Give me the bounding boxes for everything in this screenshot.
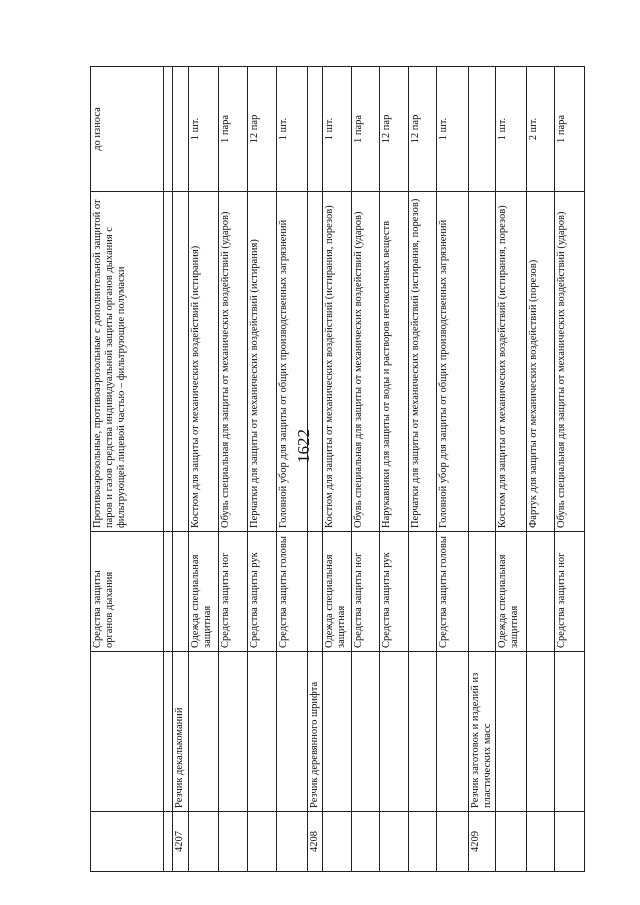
protection-category: Одежда специальная защитная <box>324 554 348 648</box>
protection-category-cell <box>173 532 188 652</box>
protection-item: Костюм для защиты от механических воздействий (истирания, порезов) <box>497 205 509 528</box>
row-number-cell <box>247 812 277 872</box>
table-row <box>307 67 322 872</box>
issue-norm: 12 пар <box>409 114 421 144</box>
table-row <box>219 67 248 872</box>
protection-item: Обувь специальная для защиты от механических воздействий (ударов) <box>220 211 232 528</box>
row-number: 4208 <box>308 831 320 852</box>
table-row <box>323 67 352 872</box>
protection-item: Противоаэрозольные, противоаэрозольные с дополнительной защитой от паров и газов средства индивидуальной защиты органов дыхания с фильтрующей лицевой частью – фильтрующие полумаски <box>92 199 127 528</box>
separator-cell <box>164 812 173 872</box>
issue-norm-cell <box>496 67 527 192</box>
protection-category-cell <box>408 532 437 652</box>
protection-item: Перчатки для защиты от механических воздействий (истирания) <box>248 239 260 528</box>
protection-category: Средства защиты головы <box>278 536 290 648</box>
issue-norm: 1 пара <box>556 114 568 144</box>
separator-cell <box>164 652 173 812</box>
protection-category-cell <box>91 532 164 652</box>
table-row <box>188 67 219 872</box>
issue-norm: 1 пара <box>220 114 232 144</box>
issue-norm: 12 пар <box>381 114 393 144</box>
profession-name: Резчик деревянного шрифта <box>308 681 320 808</box>
protection-item: Костюм для защиты от механических воздействий (истирания) <box>189 245 201 528</box>
table-row <box>408 67 437 872</box>
issue-norm-cell <box>555 67 585 192</box>
separator-cell <box>164 532 173 652</box>
rotated-page-content <box>90 67 585 872</box>
protection-category: Одежда специальная защитная <box>497 554 521 648</box>
protection-item-cell <box>526 192 555 532</box>
ppe-norms-table-area <box>90 67 585 872</box>
profession-name-cell <box>408 652 437 812</box>
protection-category-cell <box>468 532 496 652</box>
protection-item: Обувь специальная для защиты от механических воздействий (ударов) <box>352 211 364 528</box>
table-row <box>380 67 409 872</box>
row-number-cell <box>437 812 469 872</box>
protection-category-cell <box>380 532 409 652</box>
profession-name-cell <box>91 652 164 812</box>
separator-cell <box>164 67 173 192</box>
protection-category: Средства защиты органов дыхания <box>92 570 115 648</box>
profession-name-cell <box>188 652 219 812</box>
issue-norm: 1 шт. <box>278 117 290 141</box>
row-number-cell <box>526 812 555 872</box>
protection-item-cell <box>468 192 496 532</box>
row-number-cell <box>307 812 322 872</box>
row-number-cell <box>219 812 248 872</box>
protection-item-cell <box>496 192 527 532</box>
protection-category-cell <box>496 532 527 652</box>
table-row <box>496 67 527 872</box>
row-number-cell <box>351 812 380 872</box>
issue-norm-cell <box>307 67 322 192</box>
issue-norm-cell <box>526 67 555 192</box>
profession-name-cell <box>219 652 248 812</box>
profession-name-cell <box>351 652 380 812</box>
issue-norm-cell <box>408 67 437 192</box>
table-row <box>351 67 380 872</box>
table-row <box>91 67 164 872</box>
protection-item-cell <box>555 192 585 532</box>
table-row <box>437 67 469 872</box>
protection-category-cell <box>526 532 555 652</box>
protection-item-cell <box>277 192 308 532</box>
protection-category: Средства защиты рук <box>248 552 260 648</box>
row-number-cell <box>380 812 409 872</box>
protection-item: Фартук для защиты от механических воздействий (порезов) <box>527 259 539 528</box>
protection-item-cell <box>351 192 380 532</box>
protection-item-cell <box>408 192 437 532</box>
issue-norm-cell <box>351 67 380 192</box>
row-number-cell <box>468 812 496 872</box>
row-number-cell <box>188 812 219 872</box>
table-row <box>555 67 585 872</box>
issue-norm-cell <box>247 67 277 192</box>
protection-category-cell <box>219 532 248 652</box>
issue-norm: 1 шт. <box>497 117 509 141</box>
protection-category: Средства защиты ног <box>352 552 364 648</box>
row-number: 4207 <box>174 831 186 852</box>
profession-name-cell <box>468 652 496 812</box>
issue-norm: 1 пара <box>352 114 364 144</box>
protection-category-cell <box>323 532 352 652</box>
protection-item-cell <box>323 192 352 532</box>
table-row <box>526 67 555 872</box>
issue-norm-cell <box>173 67 188 192</box>
page-number: 1622 <box>294 429 313 463</box>
row-number-cell <box>555 812 585 872</box>
row-number-cell <box>323 812 352 872</box>
issue-norm: 1 шт. <box>438 117 450 141</box>
issue-norm-cell <box>323 67 352 192</box>
profession-name-cell <box>496 652 527 812</box>
protection-item-cell <box>247 192 277 532</box>
table-row <box>173 67 188 872</box>
issue-norm: 12 пар <box>248 114 260 144</box>
protection-category-cell <box>555 532 585 652</box>
profession-name-cell <box>173 652 188 812</box>
profession-name-cell <box>555 652 585 812</box>
issue-norm: 1 шт. <box>189 117 201 141</box>
protection-category-cell <box>351 532 380 652</box>
protection-item-cell <box>219 192 248 532</box>
issue-norm: до износа <box>92 107 103 151</box>
issue-norm-cell <box>91 67 164 192</box>
protection-item-cell <box>173 192 188 532</box>
issue-norm: 2 шт. <box>527 117 539 141</box>
issue-norm-cell <box>380 67 409 192</box>
protection-item: Обувь специальная для защиты от механических воздействий (ударов) <box>556 211 568 528</box>
protection-category-cell <box>188 532 219 652</box>
profession-name-cell <box>526 652 555 812</box>
profession-name-cell <box>247 652 277 812</box>
issue-norm-cell <box>277 67 308 192</box>
protection-category-cell <box>437 532 469 652</box>
profession-name: Резчик заготовок и изделий из пластических масс <box>469 672 493 808</box>
protection-item-cell <box>307 192 322 532</box>
table-row <box>277 67 308 872</box>
protection-item: Перчатки для защиты от механических воздействий (истирания, порезов) <box>409 198 421 528</box>
protection-item: Нарукавники для защиты от воды и растворов нетоксичных веществ <box>381 220 393 528</box>
protection-category-cell <box>277 532 308 652</box>
protection-category: Средства защиты ног <box>220 552 232 648</box>
row-number-cell <box>408 812 437 872</box>
row-number-cell <box>173 812 188 872</box>
issue-norm-cell <box>468 67 496 192</box>
protection-category-cell <box>307 532 322 652</box>
protection-item-cell <box>437 192 469 532</box>
separator-cell <box>164 192 173 532</box>
issue-norm-cell <box>219 67 248 192</box>
protection-category: Средства защиты ног <box>556 552 568 648</box>
issue-norm-cell <box>188 67 219 192</box>
table-row <box>247 67 277 872</box>
profession-name-cell <box>380 652 409 812</box>
row-number: 4209 <box>469 831 481 852</box>
row-number-cell <box>91 812 164 872</box>
protection-item-cell <box>380 192 409 532</box>
protection-item-cell <box>188 192 219 532</box>
protection-item-cell <box>91 192 164 532</box>
separator-row <box>164 67 173 872</box>
profession-name-cell <box>307 652 322 812</box>
profession-name: Резчик декалькоманий <box>174 707 186 808</box>
table-body <box>91 67 585 872</box>
ppe-norms-table <box>90 66 585 872</box>
protection-category: Средства защиты рук <box>381 552 393 648</box>
protection-category-cell <box>247 532 277 652</box>
profession-name-cell <box>437 652 469 812</box>
protection-item: Головной убор для защиты от общих производственных загрязнений <box>278 219 290 528</box>
profession-name-cell <box>277 652 308 812</box>
protection-category: Средства защиты головы <box>438 536 450 648</box>
protection-category: Одежда специальная защитная <box>189 554 213 648</box>
protection-item: Головной убор для защиты от общих производственных загрязнений <box>438 219 450 528</box>
row-number-cell <box>277 812 308 872</box>
table-row <box>468 67 496 872</box>
protection-item: Костюм для защиты от механических воздействий (истирания, порезов) <box>324 205 336 528</box>
profession-name-cell <box>323 652 352 812</box>
issue-norm: 1 шт. <box>324 117 336 141</box>
row-number-cell <box>496 812 527 872</box>
issue-norm-cell <box>437 67 469 192</box>
